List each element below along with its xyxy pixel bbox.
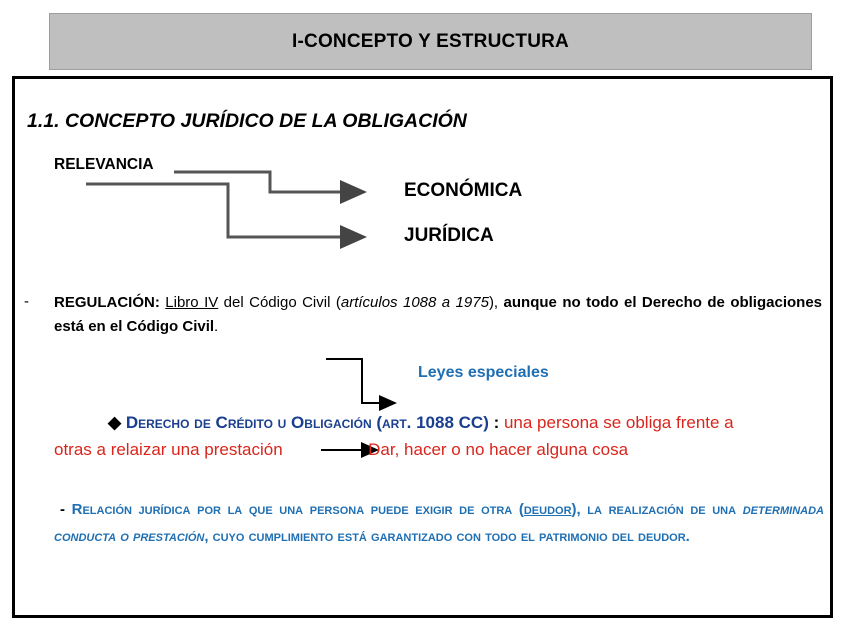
regulacion-bullet: - <box>24 293 29 310</box>
target-juridica: JURÍDICA <box>404 225 494 246</box>
credito-definition-1: una persona se obliga frente a <box>503 413 734 432</box>
credito-paragraph: ◆ Derecho de Crédito u Obligación (art. 1088 CC) : una persona se obliga frente a otras a relaizar una prestación Dar, hacer o no hacer alguna cosa <box>54 413 734 459</box>
slide-title: I-CONCEPTO Y ESTRUCTURA <box>292 30 569 52</box>
relacion-paragraph: - Relación jurídica por la que una persona puede exigir de otra (deudor), la realización de una determinada conducta o prestación, cuyo cumplimiento está garantizado con todo el patrimonio del deudor. <box>54 501 824 545</box>
credito-definition-2: otras a relaizar una prestación <box>54 440 283 459</box>
target-economica: ECONÓMICA <box>404 180 523 201</box>
regulacion-paragraph: REGULACIÓN: Libro IV del Código Civil (artículos 1088 a 1975), aunque no todo el Derecho de obligaciones está en el Código Civil. <box>54 294 823 335</box>
regulacion-label: REGULACIÓN <box>54 294 155 311</box>
diamond-bullet-icon: ◆ <box>108 413 122 432</box>
leyes-especiales: Leyes especiales <box>418 364 549 381</box>
articulos-range: artículos 1088 a 1975 <box>340 294 489 311</box>
libro-iv: Libro IV <box>165 294 219 311</box>
section-title: 1.1. CONCEPTO JURÍDICO DE LA OBLIGACIÓN <box>27 110 467 132</box>
conducta-term: determinada conducta o prestación <box>54 501 824 545</box>
relevancia-label: RELEVANCIA <box>54 156 154 173</box>
regulacion-note: aunque no todo el Derecho de obligaciones está en el Código Civil <box>54 294 823 335</box>
credito-result: Dar, hacer o no hacer alguna cosa <box>368 440 629 459</box>
arrow-to-leyes <box>326 359 395 403</box>
deudor-term: deudor <box>523 501 572 518</box>
credito-term: Derecho de Crédito u Obligación (art. 1088 CC) <box>125 413 489 432</box>
arrow-to-economica <box>174 172 364 192</box>
